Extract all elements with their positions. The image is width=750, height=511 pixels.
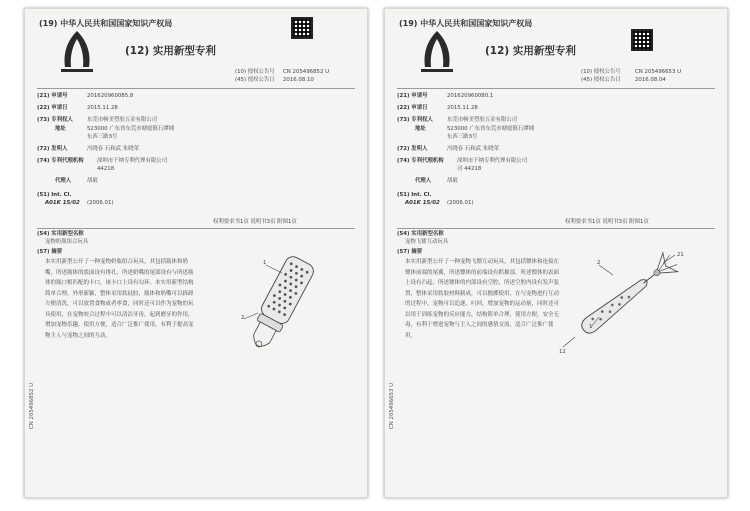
field-label: A01K 15/02	[45, 200, 80, 206]
pub-no: CN 205496852 U	[283, 69, 330, 75]
patent-page-right	[384, 8, 728, 498]
abstract-label: (57) 摘要	[397, 249, 423, 255]
drawing-label: 2	[597, 260, 601, 266]
abstract-label: (57) 摘要	[37, 249, 63, 255]
field-value: 深圳市千纳专利代理有限公司	[97, 158, 168, 164]
pub-date: 2016.08.10	[283, 77, 314, 83]
field-value: 胡毅	[87, 178, 98, 184]
pub-date-label: (45) 授权公告日	[235, 77, 275, 83]
field-label: (74) 专利代理机构	[397, 158, 444, 164]
divider	[397, 88, 715, 89]
patent-page-left	[24, 8, 368, 498]
field-value: 2015.11.28	[447, 105, 478, 111]
field-label: (51) Int. Cl.	[397, 192, 432, 198]
field-value: 523000 广东省东莞市塘厦镇石潭埔	[87, 126, 174, 132]
field-value: 东西三路3号	[447, 134, 478, 140]
side-code: CN 205496653 U	[389, 382, 395, 429]
field-value: (2006.01)	[447, 200, 474, 206]
field-value: 东莞市畅美塑胶五金有限公司	[447, 117, 518, 123]
utility-name-label: (54) 实用新型名称	[397, 231, 444, 237]
field-value: 司 44218	[457, 166, 482, 172]
drawing-label: 21	[677, 252, 684, 258]
field-label: (74) 专利代理机构	[37, 158, 84, 164]
utility-name: 宠物奶瓶组合玩具	[45, 239, 89, 245]
office-name: (19) 中华人民共和国国家知识产权局	[39, 19, 173, 28]
field-value: 201620960085.8	[87, 93, 134, 99]
pub-date: 2016.08.04	[635, 77, 666, 83]
field-label: (21) 申请号	[37, 93, 68, 99]
field-label: (72) 发明人	[37, 146, 68, 152]
field-label: (73) 专利权人	[397, 117, 433, 123]
divider	[397, 228, 715, 229]
field-label: (51) Int. Cl.	[37, 192, 72, 198]
utility-name-label: (54) 实用新型名称	[37, 231, 84, 237]
drawing-label: 1	[589, 324, 593, 330]
field-label: 代理人	[55, 178, 72, 184]
field-value: 东莞市畅美塑胶五金有限公司	[87, 117, 158, 123]
office-name: (19) 中华人民共和国国家知识产权局	[399, 19, 533, 28]
field-value: 201620960080.1	[447, 93, 494, 99]
claims-note: 权利要求书1页 说明书3页 附图1页	[565, 219, 649, 225]
divider	[37, 88, 355, 89]
field-label: (22) 申请日	[397, 105, 428, 111]
field-value: 胡毅	[447, 178, 458, 184]
utility-name: 宠物飞镖互动玩具	[405, 239, 449, 245]
claims-note: 权利要求书1页 说明书3页 附图1页	[213, 219, 297, 225]
field-value: (2006.01)	[87, 200, 114, 206]
field-value: 冯晓春 石和武 朱晓荣	[87, 146, 139, 152]
qr-code	[631, 29, 653, 51]
pub-no-label: (10) 授权公告号	[235, 69, 275, 75]
drawing-label: 1	[263, 260, 267, 266]
field-value: 523000 广东省东莞市塘厦镇石潭埔	[447, 126, 534, 132]
divider	[37, 228, 355, 229]
dart-toy-drawing	[555, 245, 705, 355]
field-value: 2015.11.28	[87, 105, 118, 111]
pub-date-label: (45) 授权公告日	[581, 77, 621, 83]
field-label: (21) 申请号	[397, 93, 428, 99]
drawing-label: 12	[559, 349, 566, 355]
abstract-text: 本实用新型公开了一种宠物飞镖互动玩具，其包括镖体和连接在镖体前端的尾翼，所述镖体的前端设有抓握部，所述镖体的表面上设有凸起，所述镖体的内部设有空腔，所述空腔内设有发声装置，整体采用软胶材料制成，可以抛掷使用，在与宠物进行互动的过程中，宠物可以追逐、叼回，增加宠物的运动量，同时还可以用于训练宠物的反应能力，结构简单合理，使用方便，安全无毒，有利于增进宠物与主人之间的感情交流，适合广泛推广使用。	[405, 259, 560, 339]
bottle-toy-drawing	[220, 245, 330, 365]
cnipa-logo-icon	[55, 27, 99, 75]
drawing-label: 2	[241, 315, 245, 321]
document-type: (12) 实用新型专利	[125, 45, 216, 57]
field-label: 地址	[415, 126, 426, 132]
abstract-text: 本实用新型公开了一种宠物奶瓶组合玩具，其包括瓶体和奶嘴，所述瓶体的底面设有排孔，所述奶嘴的尾部设有与所述瓶体的瓶口相匹配的卡口，该卡口上设有勾环。本实用新型结构简单合理，外形新颖，整体采用软硅胶，瓶体和奶嘴可以拆卸方便清洗，可以放置食物或者零食，同时还可以作为宠物的玩具使用，在宠物咬合过程中可以清洁牙齿，起到磨牙的作用，增加宠物乐趣，使用方便，适合广泛推广使用，有利于提高宠物主人与宠物之间的互动。	[45, 259, 194, 339]
field-value: 44218	[97, 166, 115, 172]
pub-no: CN 205496653 U	[635, 69, 682, 75]
field-label: 代理人	[415, 178, 432, 184]
field-label: 地址	[55, 126, 66, 132]
field-label: (72) 发明人	[397, 146, 428, 152]
field-value: 深圳市千纳专利代理有限公司	[457, 158, 528, 164]
field-label: A01K 15/02	[405, 200, 440, 206]
qr-code	[291, 17, 313, 39]
field-value: 东西三路3号	[87, 134, 118, 140]
field-label: (73) 专利权人	[37, 117, 73, 123]
field-value: 冯晓春 石和武 朱晓荣	[447, 146, 499, 152]
side-code: CN 205496852 U	[29, 382, 35, 429]
document-type: (12) 实用新型专利	[485, 45, 576, 57]
cnipa-logo-icon	[415, 27, 459, 75]
field-label: (22) 申请日	[37, 105, 68, 111]
pub-no-label: (10) 授权公告号	[581, 69, 621, 75]
